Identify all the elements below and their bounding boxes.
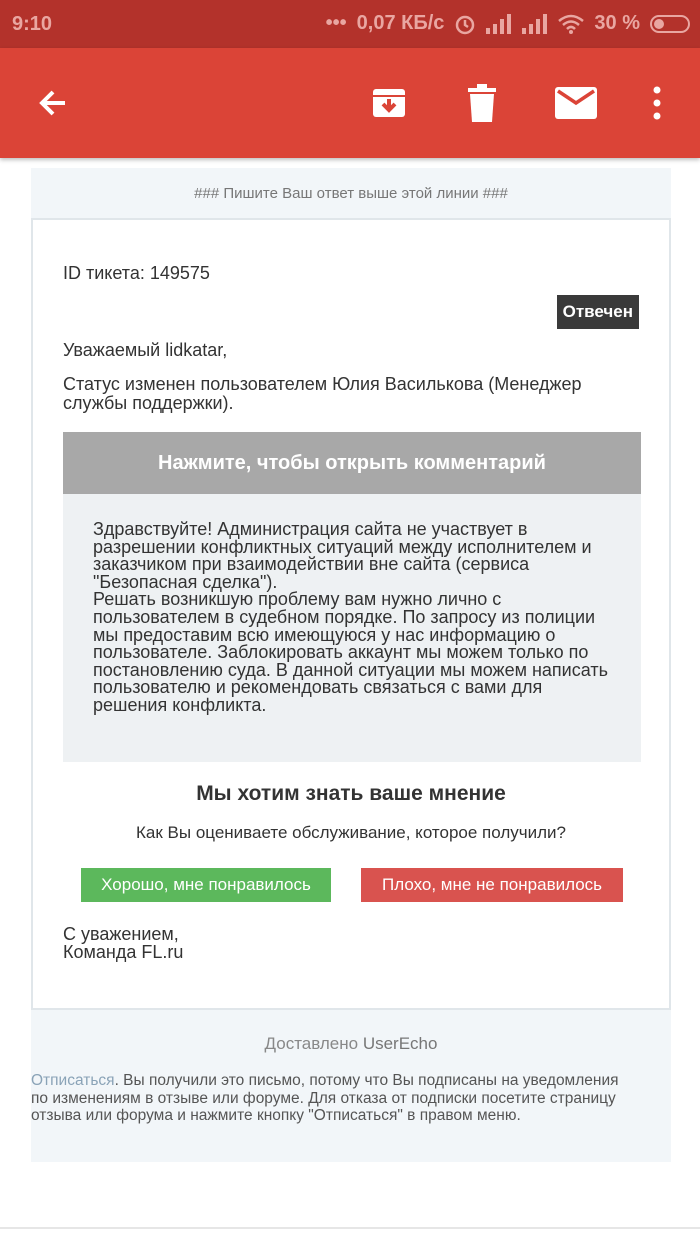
more-options-button[interactable]	[630, 76, 684, 130]
unsubscribe-note	[31, 1072, 631, 1125]
email-footer	[31, 1010, 671, 1162]
battery-icon	[650, 15, 690, 33]
email-body	[31, 168, 671, 1162]
signal-icon	[486, 14, 512, 34]
divider	[0, 1227, 700, 1229]
battery-percent: 30 %	[594, 12, 640, 34]
status-badge: Отвечен	[557, 295, 639, 329]
archive-icon	[370, 84, 408, 122]
signature: С уважением, Команда FL.ru	[63, 924, 184, 962]
status-text: Статус изменен пользователем Юлия Василькова (Менеджер службы поддержки).	[63, 374, 582, 413]
userecho-link[interactable]: UserEcho	[362, 1034, 438, 1053]
network-speed: 0,07 КБ/с	[356, 12, 445, 34]
archive-button[interactable]	[362, 76, 416, 130]
more-dots-icon: •••	[325, 12, 347, 34]
mark-unread-button[interactable]	[549, 76, 603, 130]
mail-icon	[555, 87, 597, 119]
delete-button[interactable]	[455, 76, 509, 130]
trash-icon	[466, 84, 498, 122]
opinion-question: Как Вы оцениваете обслуживание, которое получили?	[136, 823, 566, 842]
status-indicators	[326, 12, 690, 35]
wifi-icon	[558, 14, 584, 34]
app-bar	[0, 48, 700, 158]
unsubscribe-link[interactable]: Отписаться	[31, 1072, 115, 1089]
status-time: 9:10	[12, 13, 53, 35]
ticket-id: ID тикета: 149575	[63, 263, 210, 283]
reply-above-line: ### Пишите Ваш ответ выше этой линии ###	[31, 168, 671, 218]
opinion-title: Мы хотим знать ваше мнение	[196, 782, 506, 805]
more-vert-icon	[652, 85, 662, 121]
delivered-prefix: Доставлено	[264, 1034, 363, 1053]
signal-2-icon	[522, 14, 548, 34]
back-arrow-icon	[35, 85, 71, 121]
open-comment-button[interactable]: Нажмите, чтобы открыть комментарий	[63, 432, 641, 494]
comment-text: Здравствуйте! Администрация сайта не участвует в разрешении конфликтных ситуаций между исполнителем и заказчиком при взаимодействии вне сайта (сервиса "Безопасная сделка"). Решать возникшую проблему вам нужно лично с пользователем в судебном порядке. По запросу из полиции мы предоставим всю имеющуюся у нас информацию о пользователе. Заблокировать аккаунт мы можем только по постановлению суда. В данной ситуации мы можем написать пользователю и рекомендовать связаться с вами для решения конфликта.	[63, 494, 641, 762]
rate-bad-button[interactable]: Плохо, мне не понравилось	[361, 868, 623, 902]
rate-good-button[interactable]: Хорошо, мне понравилось	[81, 868, 331, 902]
delivered-by	[31, 1034, 671, 1054]
greeting: Уважаемый lidkatar,	[63, 340, 228, 360]
ticket-card	[31, 218, 671, 1010]
back-button[interactable]	[26, 76, 80, 130]
status-bar	[0, 0, 700, 48]
unsubscribe-text: . Вы получили это письмо, потому что Вы подписаны на уведомления по изменениям в отзыве или форуме. Для отказа от подписки посетите страницу отзыва или форума и нажмите кнопку "Отписаться" в правом меню.	[31, 1072, 619, 1124]
alarm-icon	[454, 13, 476, 35]
